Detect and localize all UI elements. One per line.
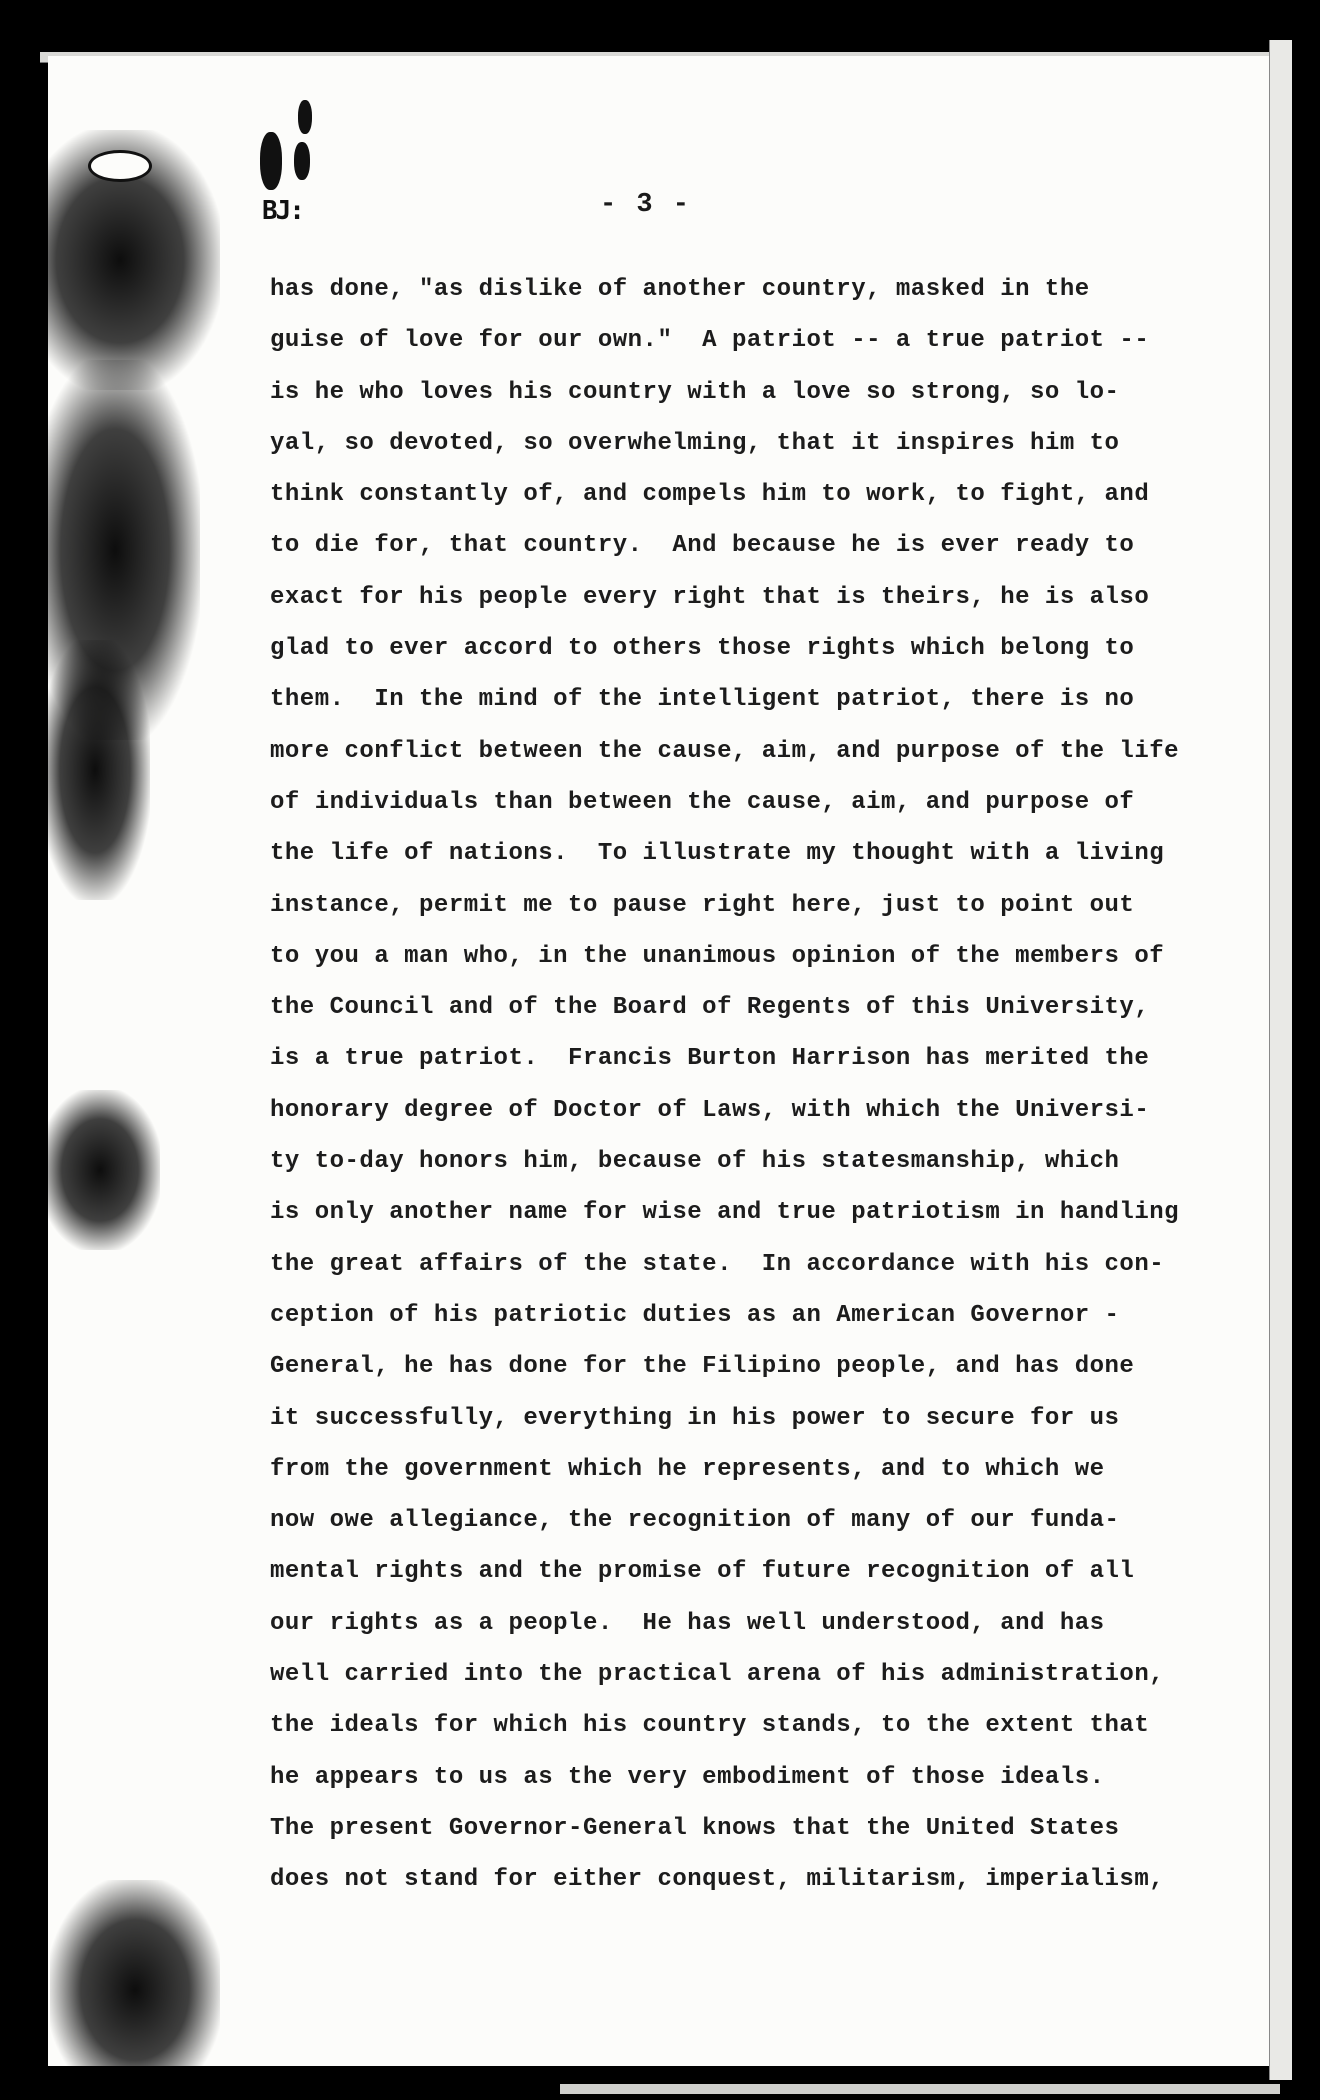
text-line: instance, permit me to pause right here, just to point out — [270, 891, 1135, 919]
text-line: is only another name for wise and true patriotism in handling — [270, 1199, 1180, 1227]
body-text — [270, 264, 1230, 1906]
text-line: General, he has done for the Filipino people, and has done — [270, 1353, 1135, 1381]
text-line: more conflict between the cause, aim, and purpose of the life — [270, 737, 1180, 765]
punch-hole — [88, 150, 152, 182]
text-line: to you a man who, in the unanimous opinion of the members of — [270, 942, 1165, 970]
ink-blot — [260, 132, 282, 190]
text-line: guise of love for our own." A patriot -- a true patriot -- — [270, 327, 1150, 355]
text-line: is he who loves his country with a love so strong, so lo- — [270, 378, 1120, 406]
text-line: mental rights and the promise of future recognition of all — [270, 1558, 1135, 1586]
text-line: glad to ever accord to others those rights which belong to — [270, 635, 1135, 663]
ink-blot — [298, 100, 312, 134]
copy-shadow — [40, 640, 150, 900]
text-line: think constantly of, and compels him to work, to fight, and — [270, 481, 1150, 509]
text-line: is a true patriot. Francis Burton Harrison has merited the — [270, 1045, 1150, 1073]
text-line: of individuals than between the cause, aim, and purpose of — [270, 788, 1135, 816]
text-line: honorary degree of Doctor of Laws, with which the Universi- — [270, 1096, 1150, 1124]
copy-shadow — [40, 1090, 160, 1250]
text-line: the Council and of the Board of Regents of this University, — [270, 994, 1150, 1022]
text-line: does not stand for either conquest, militarism, imperialism, — [270, 1866, 1165, 1894]
text-line: has done, "as dislike of another country, masked in the — [270, 276, 1090, 303]
page-right-edge — [1269, 40, 1292, 2080]
page-bottom-edge — [560, 2084, 1280, 2094]
text-line: the life of nations. To illustrate my thought with a living — [270, 840, 1165, 868]
text-line: ty to-day honors him, because of his statesmanship, which — [270, 1148, 1120, 1176]
text-line: yal, so devoted, so overwhelming, that it inspires him to — [270, 429, 1120, 457]
text-line: the great affairs of the state. In accordance with his con- — [270, 1250, 1165, 1278]
text-line: it successfully, everything in his power to secure for us — [270, 1404, 1120, 1432]
text-line: our rights as a people. He has well understood, and has — [270, 1609, 1105, 1637]
text-line: them. In the mind of the intelligent patriot, there is no — [270, 686, 1135, 714]
copy-shadow — [50, 1880, 220, 2100]
text-line: exact for his people every right that is theirs, he is also — [270, 583, 1150, 611]
text-line: to die for, that country. And because he is ever ready to — [270, 532, 1135, 560]
text-line: from the government which he represents, and to which we — [270, 1455, 1105, 1483]
text-line: well carried into the practical arena of his administration, — [270, 1661, 1165, 1689]
corner-initials: BJ: — [262, 196, 303, 226]
text-line: he appears to us as the very embodiment of those ideals. — [270, 1763, 1105, 1791]
text-line: The present Governor-General knows that the United States — [270, 1814, 1120, 1842]
text-line: now owe allegiance, the recognition of many of our funda- — [270, 1507, 1120, 1535]
text-line: ception of his patriotic duties as an American Governor - — [270, 1301, 1120, 1329]
text-line: the ideals for which his country stands, to the extent that — [270, 1712, 1150, 1740]
page-number: - 3 - — [600, 190, 692, 220]
ink-blot — [294, 142, 310, 180]
